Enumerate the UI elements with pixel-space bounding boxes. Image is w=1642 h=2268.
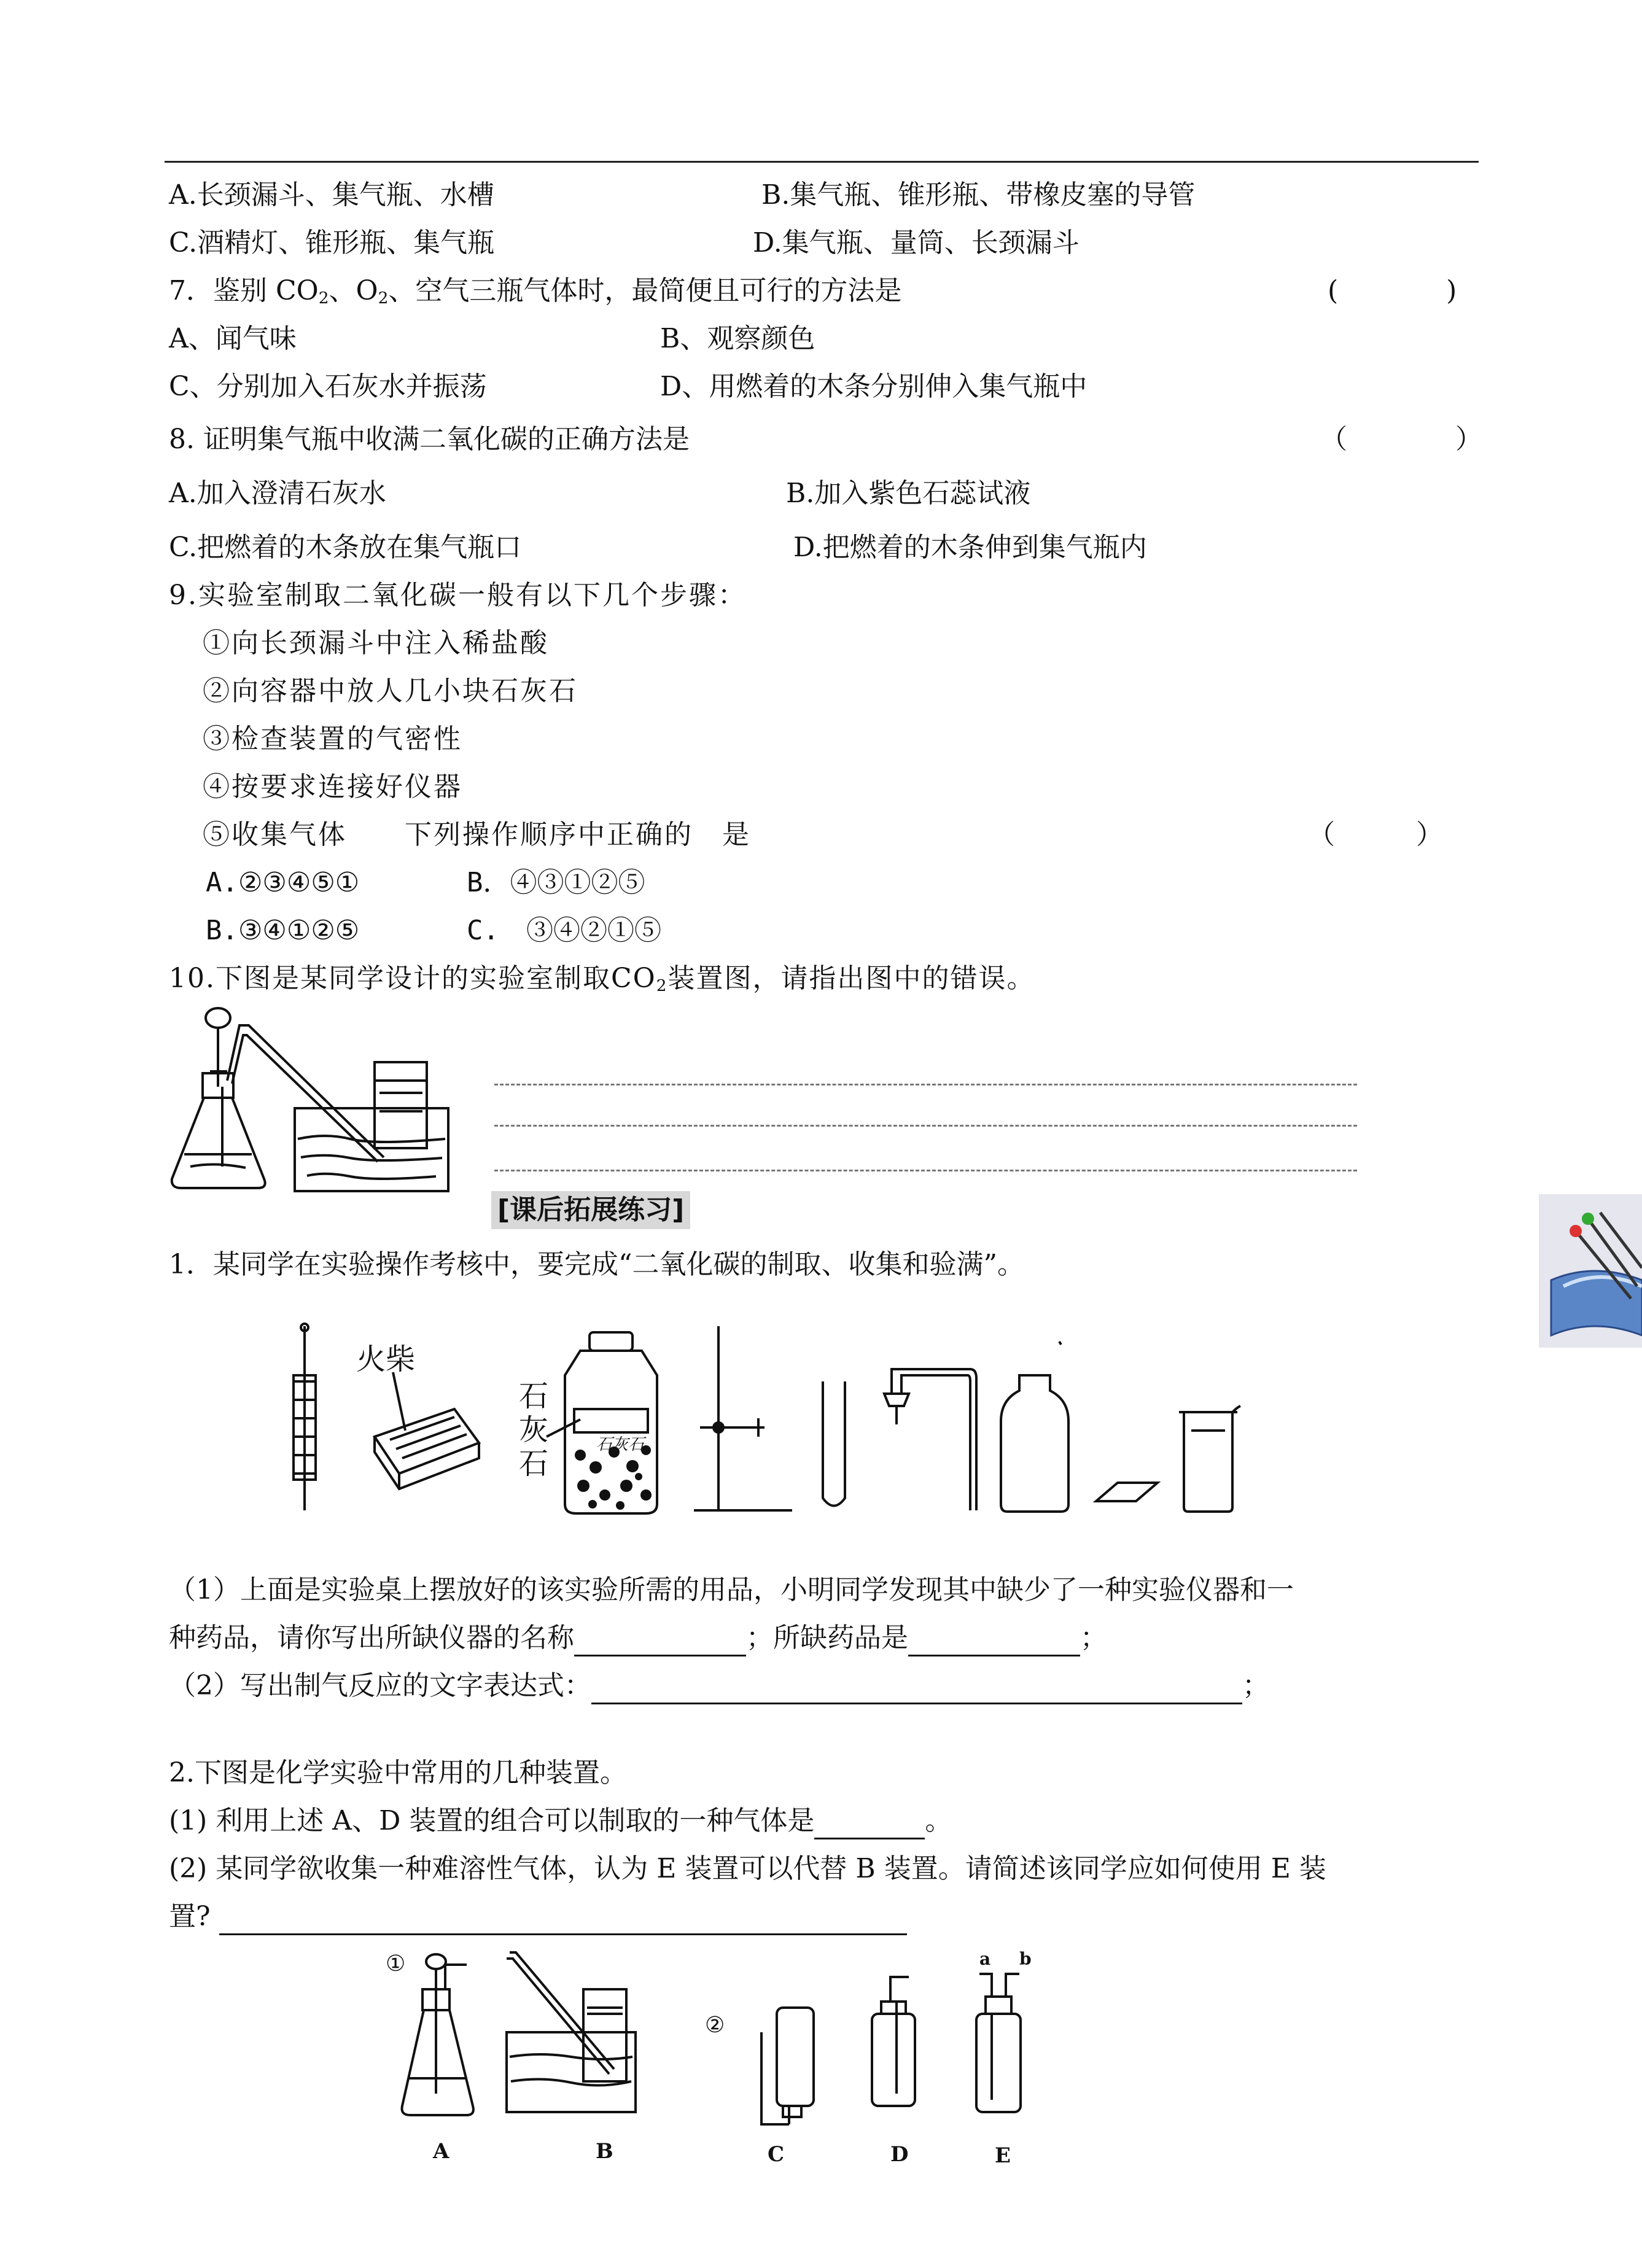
q10-stem: 10.下图是某同学设计的实验室制取$CO_2$装置图，请指出图中的错误。	[169, 963, 1035, 995]
apparatus-d-label: D	[890, 2142, 909, 2167]
apparatus-c-label: C	[768, 2142, 785, 2167]
gas-name-blank[interactable]	[814, 1811, 925, 1839]
missing-instrument-blank[interactable]	[574, 1628, 746, 1656]
bottle-number-label: ②	[705, 2013, 725, 2038]
glass-plate-icon	[1096, 1483, 1158, 1501]
q9-step-1: ①向长颈漏斗中注入稀盐酸	[203, 627, 549, 659]
q8-option-b: B.加入紫色石蕊试液	[786, 478, 1031, 509]
q6-option-c: C.酒精灯、锥形瓶、集气瓶	[169, 227, 495, 258]
q9-step-2: ②向容器中放人几小块石灰石	[203, 675, 578, 707]
e2-apparatus-figure	[381, 1940, 1093, 2173]
apparatus-a-label: A	[433, 2139, 449, 2164]
q9-option-a: A.②③④⑤①	[206, 867, 360, 898]
e1-part1-line1: （1）上面是实验桌上摆放好的该实验所需的用品，小明同学发现其中缺少了一种实验仪器和一	[169, 1574, 1294, 1606]
q10-answer-line-3	[494, 1170, 1357, 1171]
apparatus-b-label: B	[596, 2139, 613, 2164]
gas-bottle-icon	[1001, 1375, 1068, 1512]
q9-step-5: ⑤收集气体 下列操作顺序中正确的 是	[203, 819, 751, 850]
section-title: [课后拓展练习]	[491, 1191, 690, 1229]
q9-stem: 9.实验室制取二氧化碳一般有以下几个步骤：	[169, 580, 747, 611]
e1-part2: （2）写出制气反应的文字表达式： ；	[169, 1668, 1269, 1704]
q9-step-4: ④按要求连接好仪器	[203, 771, 462, 802]
q6-option-b: B.集气瓶、锥形瓶、带橡皮塞的导管	[761, 179, 1196, 211]
header-rule	[165, 161, 1479, 163]
apparatus-a	[402, 1954, 473, 2115]
apparatus-e-label: E	[995, 2143, 1011, 2168]
q10-apparatus-figure	[166, 1001, 485, 1203]
matchbox-icon	[375, 1372, 479, 1489]
apparatus-c	[761, 2008, 814, 2124]
e1-part1-line2: 种药品，请你写出所缺仪器的名称 ；所缺药品是 ；	[169, 1620, 1107, 1656]
q8-option-d: D.把燃着的木条伸到集气瓶内	[793, 532, 1147, 563]
limestone-jar-icon	[565, 1332, 657, 1513]
limestone-label-3: 石	[519, 1447, 549, 1481]
beaker-icon	[1179, 1406, 1240, 1512]
port-a-label: a	[979, 1949, 991, 1969]
e1-supplies-figure	[270, 1314, 1290, 1523]
jar-label: 石灰石	[596, 1435, 644, 1454]
missing-reagent-blank[interactable]	[908, 1628, 1080, 1656]
test-tube-icon	[823, 1381, 845, 1506]
e2-part2-line2: 置?	[169, 1898, 907, 1935]
apparatus-e	[976, 1974, 1021, 2112]
q7-option-c: C、分别加入石灰水并振荡	[169, 371, 487, 402]
reaction-expression-blank[interactable]	[591, 1676, 1242, 1704]
q6-option-a: A.长颈漏斗、集气瓶、水槽	[169, 179, 494, 211]
q6-option-d: D.集气瓶、量筒、长颈漏斗	[753, 227, 1080, 258]
q10-answer-line-1	[494, 1084, 1357, 1085]
delivery-tube-icon	[884, 1369, 976, 1510]
book-icon	[1539, 1194, 1642, 1348]
apparatus-d	[872, 1977, 915, 2106]
limestone-label-2: 灰	[519, 1413, 549, 1447]
e2-part1: (1) 利用上述 A、D 装置的组合可以制取的一种气体是 。	[169, 1803, 952, 1839]
q8-answer-paren: （ ）	[1320, 424, 1482, 455]
q8-option-c: C.把燃着的木条放在集气瓶口	[169, 532, 522, 563]
e1-stem: 1．某同学在实验操作考核中，要完成“二氧化碳的制取、收集和验满”。	[169, 1249, 1024, 1280]
funnel-number-label: ①	[386, 1951, 406, 1976]
limestone-label-1: 石	[519, 1379, 549, 1413]
q10-answer-line-2	[494, 1125, 1357, 1127]
iron-stand-icon	[694, 1326, 792, 1510]
usage-description-blank[interactable]	[219, 1906, 907, 1935]
q7-option-b: B、观察颜色	[660, 323, 815, 354]
q8-option-a: A.加入澄清石灰水	[169, 478, 386, 509]
q8-stem: 8. 证明集气瓶中收满二氧化碳的正确方法是	[169, 424, 690, 455]
q9-option-d: C. ③④②①⑤	[467, 915, 661, 946]
q7-stem: 7．鉴别 $CO_2$、$O_2$、空气三瓶气体时，最简便且可行的方法是	[169, 275, 902, 308]
test-tube-brush-icon	[294, 1324, 316, 1510]
e2-stem: 2.下图是化学实验中常用的几种装置。	[169, 1757, 627, 1788]
port-b-label: b	[1019, 1949, 1032, 1969]
q7-answer-paren: ( )	[1328, 275, 1457, 306]
q7-option-a: A、闻气味	[169, 323, 297, 354]
apparatus-b	[507, 1952, 636, 2112]
matches-label: 火柴	[356, 1342, 416, 1377]
e2-part2-line1: (2) 某同学欲收集一种难溶性气体，认为 E 装置可以代替 B 装置。请简述该同学应如何使用 E 装	[169, 1853, 1326, 1884]
q9-option-c: B.③④①②⑤	[206, 915, 360, 946]
q9-answer-paren: （ ）	[1308, 819, 1443, 850]
q9-step-3: ③检查装置的气密性	[203, 723, 462, 755]
q7-option-d: D、用燃着的木条分别伸入集气瓶中	[660, 371, 1088, 402]
q9-option-b: B．④③①②⑤	[467, 867, 645, 898]
